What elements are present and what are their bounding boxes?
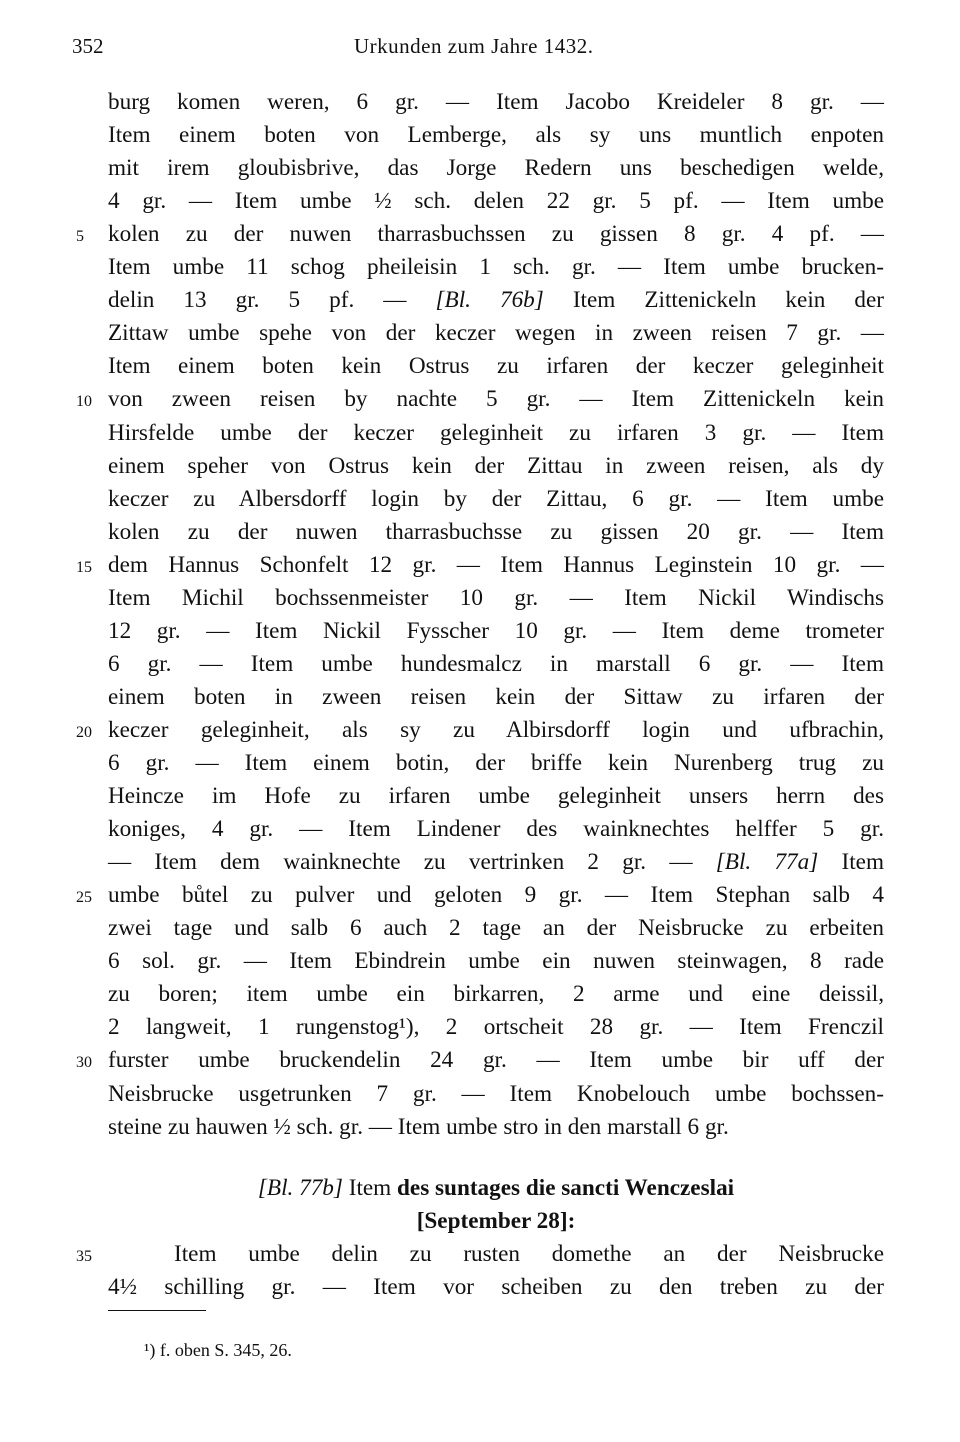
text-line — [108, 218, 884, 251]
text-line — [108, 747, 884, 780]
line-text: Item einem boten kein Ostrus zu irfaren der keczer geleginheit — [108, 353, 884, 380]
folio-reference: [Bl. 77b] — [257, 1174, 343, 1201]
text-line — [108, 648, 884, 681]
text-line — [108, 945, 884, 978]
line-number: 10 — [76, 393, 92, 411]
folio-reference: [Bl. 76b] — [435, 287, 544, 314]
text-line — [108, 912, 884, 945]
text-line — [108, 1078, 884, 1111]
text-line — [108, 251, 884, 284]
text-line — [108, 450, 884, 483]
text-line — [108, 1172, 884, 1205]
line-text: Item — [342, 1174, 398, 1201]
line-text: burg komen weren, 6 gr. — Item Jacobo Kreideler 8 gr. — — [108, 89, 884, 115]
text-line — [108, 1271, 884, 1304]
text-line — [108, 549, 884, 582]
text-line — [108, 615, 884, 648]
line-text: zwei tage und salb 6 auch 2 tage an der Neisbrucke zu erbeiten — [108, 915, 884, 942]
text-line — [108, 1111, 884, 1144]
text-line — [108, 1205, 884, 1238]
section-heading: des suntages die sancti Wenczeslai — [397, 1174, 735, 1201]
line-text: Item umbe delin zu rusten domethe an der Neisbrucke — [174, 1240, 884, 1267]
text-line — [108, 317, 884, 350]
text-line — [108, 582, 884, 615]
line-text: 6 sol. gr. — Item Ebindrein umbe ein nuwen steinwagen, 8 rade — [108, 948, 884, 975]
page-header — [72, 34, 892, 64]
line-text: umbe bůtel zu pulver und geloten 9 gr. — Item Stephan salb 4 — [108, 882, 884, 909]
line-text: keczer zu Albersdorff login by der Zittau, 6 gr. — Item umbe — [108, 485, 884, 512]
text-line — [108, 714, 884, 747]
line-text: einem speher von Ostrus kein der Zittau in zween reisen, als dy — [108, 452, 884, 479]
line-text: einem boten in zween reisen kein der Sittaw zu irfaren der — [108, 683, 884, 710]
footnote — [144, 1336, 292, 1364]
text-line — [108, 516, 884, 549]
text-line — [108, 483, 884, 516]
folio-reference: [Bl. 77a] — [715, 849, 819, 876]
line-text: kolen zu der nuwen tharrasbuchsse zu gissen 20 gr. — Item — [108, 518, 884, 545]
text-line — [108, 185, 884, 218]
line-text: mit irem gloubisbrive, das Jorge Redern uns beschedigen welde, — [108, 155, 884, 182]
text-line — [108, 978, 884, 1011]
line-number: 30 — [76, 1054, 92, 1072]
line-text: 12 gr. — Item Nickil Fysscher 10 gr. — Item deme trometer — [108, 617, 884, 644]
line-text: zu boren; item umbe ein birkarren, 2 arme und eine deissil, — [108, 981, 884, 1008]
line-text: keczer geleginheit, als sy zu Albirsdorff login und ufbrachin, — [108, 716, 884, 743]
line-text: von zween reisen by nachte 5 gr. — Item Zittenickeln kein — [108, 386, 884, 413]
text-line — [108, 350, 884, 383]
line-text: — Item dem wainknechte zu vertrinken 2 gr. — — [108, 849, 716, 876]
text-line — [108, 846, 884, 879]
text-line — [108, 879, 884, 912]
line-text: kolen zu der nuwen tharrasbuchssen zu gissen 8 gr. 4 pf. — — [108, 221, 884, 248]
running-title: Urkunden zum Jahre 1432. — [354, 34, 594, 58]
text-line — [108, 681, 884, 714]
text-line — [108, 119, 884, 152]
line-text: Item umbe 11 schog pheileisin 1 sch. gr. — Item umbe brucken- — [108, 254, 884, 281]
text-line — [108, 780, 884, 813]
line-number: 5 — [76, 228, 84, 246]
line-number: 15 — [76, 558, 92, 576]
text-line — [108, 1044, 884, 1077]
line-text: 6 gr. — Item einem botin, der briffe kein Nurenberg trug zu — [108, 750, 884, 776]
line-text: 4 gr. — Item umbe ½ sch. delen 22 gr. 5 pf. — Item umbe — [108, 188, 884, 215]
text-line — [108, 284, 884, 317]
line-text: dem Hannus Schonfelt 12 gr. — Item Hannus Leginstein 10 gr. — — [108, 551, 884, 578]
line-text: 6 gr. — Item umbe hundesmalcz in marstall 6 gr. — Item — [108, 650, 884, 677]
text-line — [108, 383, 884, 416]
line-number: 20 — [76, 723, 92, 741]
line-text: Item einem boten von Lemberge, als sy uns muntlich enpoten — [108, 122, 884, 149]
line-text: 2 langweit, 1 rungenstog¹), 2 ortscheit 28 gr. — Item Frenczil — [108, 1014, 884, 1041]
footnote-rule — [108, 1310, 206, 1311]
line-text: steine zu hauwen ½ sch. gr. — Item umbe stro in den marstall 6 gr. — [108, 1113, 729, 1140]
text-line — [108, 1238, 884, 1271]
text-line — [108, 1011, 884, 1044]
footnote-text: f. oben S. 345, 26. — [159, 1340, 292, 1360]
section-heading: [September 28]: — [416, 1207, 576, 1234]
line-text: delin 13 gr. 5 pf. — — [108, 287, 436, 314]
line-text: Item — [818, 849, 885, 876]
text-line — [108, 86, 884, 119]
line-text: furster umbe bruckendelin 24 gr. — Item umbe bir uff der — [108, 1047, 884, 1074]
text-line — [108, 417, 884, 450]
line-text: 4½ schilling gr. — Item vor scheiben zu den treben zu der — [108, 1273, 884, 1300]
line-text: Hirsfelde umbe der keczer geleginheit zu irfaren 3 gr. — Item — [108, 419, 884, 446]
line-number: 35 — [76, 1247, 92, 1265]
line-text: koniges, 4 gr. — Item Lindener des wainknechtes helffer 5 gr. — [108, 816, 884, 843]
line-text: Neisbrucke usgetrunken 7 gr. — Item Knobelouch umbe bochssen- — [108, 1080, 884, 1107]
footnote-marker: ¹) — [144, 1340, 156, 1360]
page-number: 352 — [72, 34, 104, 58]
line-text: Item Zittenickeln kein der — [543, 287, 885, 314]
line-text: Zittaw umbe spehe von der keczer wegen in zween reisen 7 gr. — — [108, 320, 884, 347]
line-text: Item Michil bochssenmeister 10 gr. — Item Nickil Windischs — [108, 584, 884, 611]
text-line — [108, 152, 884, 185]
text-line — [108, 813, 884, 846]
line-text: Heincze im Hofe zu irfaren umbe geleginheit unsers herrn des — [108, 783, 884, 810]
line-number: 25 — [76, 889, 92, 907]
